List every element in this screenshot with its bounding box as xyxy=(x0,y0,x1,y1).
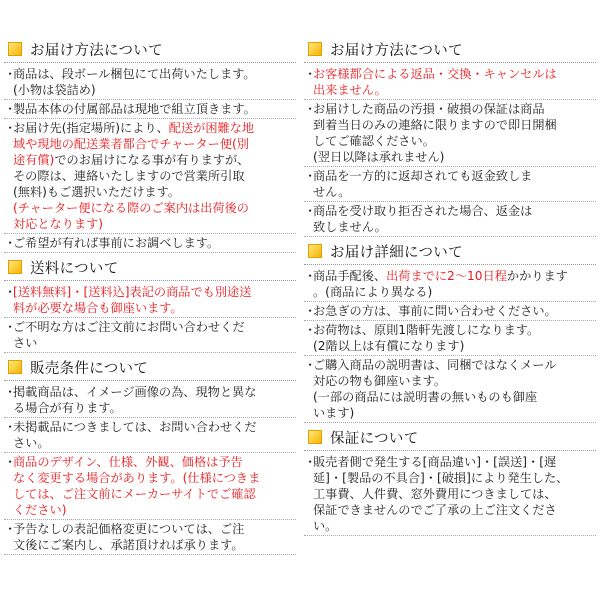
item-line xyxy=(13,235,296,251)
bullet-icon: ・ xyxy=(4,67,17,81)
item-line xyxy=(13,82,296,98)
body-text: 到着当日のみの連絡に限りますので即日開梱 xyxy=(313,118,557,132)
item-line xyxy=(313,133,596,149)
body-text: かかります xyxy=(506,269,568,283)
body-text: 未掲載品につきましては、お問い合わせくだ xyxy=(13,420,257,434)
item-line xyxy=(13,284,296,300)
section-delivery-details xyxy=(304,238,596,423)
bullet-icon: ・ xyxy=(304,102,317,116)
item-line xyxy=(13,300,296,316)
body-text: る場合が有ります。 xyxy=(13,401,122,415)
list-item xyxy=(4,120,296,234)
body-text: 致しません。 xyxy=(313,220,387,234)
body-text: (無料)もご選択いただけます。 xyxy=(13,185,180,199)
highlight-text: 対応となります) xyxy=(13,217,104,231)
section-title: お届け方法について xyxy=(330,42,463,59)
list-item xyxy=(4,66,296,100)
item-line xyxy=(313,284,596,300)
bullet-icon: ・ xyxy=(304,323,317,337)
list-item xyxy=(4,319,296,353)
list-item xyxy=(4,454,296,520)
body-text: い。 xyxy=(313,519,338,533)
orange-square-icon xyxy=(308,244,322,258)
body-text: 販売者側で発生する[商品違い]・[誤送]・[遅 xyxy=(313,455,557,469)
list-item xyxy=(4,521,296,555)
body-text: (一部の商品には説明書の無いものも御座 xyxy=(313,390,538,404)
body-text: お届けした商品の汚損・破損の保証は商品 xyxy=(313,102,545,116)
body-text: お届け先(指定場所)により、 xyxy=(13,121,169,135)
item-line xyxy=(13,419,296,435)
body-text: 文後にご案内し、承諾頂ければ承ります。 xyxy=(13,538,244,552)
item-line xyxy=(313,470,596,486)
item-line xyxy=(13,184,296,200)
body-text: 商品を受け取り拒否された場合、返金は xyxy=(313,204,533,218)
highlight-text: (チャーター便になる際のご案内は出荷後の xyxy=(13,201,249,215)
body-text: お急ぎの方は、事前に問い合わせください。 xyxy=(313,304,557,318)
list-item xyxy=(4,419,296,453)
orange-square-icon xyxy=(308,430,322,444)
list-item xyxy=(304,66,596,100)
item-line xyxy=(13,136,296,152)
item-line xyxy=(313,502,596,518)
body-text: ご不明な方はご注文前にお問い合わせくだ xyxy=(13,320,245,334)
bullet-icon: ・ xyxy=(304,304,317,318)
highlight-text: 域や現地の配送業者都合でチャーター便(別 xyxy=(13,137,249,151)
highlight-text: 配送が困難な地 xyxy=(168,121,255,135)
item-line xyxy=(13,486,296,502)
bullet-icon: ・ xyxy=(304,169,317,183)
orange-square-icon xyxy=(8,42,22,56)
section-shipping-fee xyxy=(4,254,296,353)
body-text: してご確認ください。 xyxy=(313,134,435,148)
bullet-icon: ・ xyxy=(304,358,317,372)
item-line xyxy=(13,120,296,136)
section-title: 送料について xyxy=(30,260,119,277)
item-line xyxy=(13,200,296,216)
bullet-icon: ・ xyxy=(4,102,17,116)
item-line xyxy=(313,373,596,389)
bullet-icon: ・ xyxy=(4,121,17,135)
item-line xyxy=(313,203,596,219)
item-line xyxy=(13,521,296,537)
list-item xyxy=(304,168,596,202)
item-line xyxy=(13,502,296,518)
body-text: でのお届けになる事が有りますが、 xyxy=(54,153,250,167)
list-item xyxy=(4,235,296,253)
highlight-text: お客様都合による返品・交換・キャンセルは xyxy=(313,67,557,81)
item-line xyxy=(313,82,596,98)
item-line xyxy=(313,168,596,184)
section-delivery-method xyxy=(4,36,296,253)
bullet-icon: ・ xyxy=(4,455,17,469)
item-line xyxy=(13,152,296,168)
list-item xyxy=(4,384,296,418)
item-line xyxy=(313,149,596,165)
item-line xyxy=(13,335,296,351)
item-line xyxy=(13,537,296,553)
bullet-icon: ・ xyxy=(4,420,17,434)
body-text: ご購入商品の説明書は、同梱ではなくメール xyxy=(313,358,557,372)
section-title: 保証について xyxy=(330,430,419,447)
body-text: 保証できませんのでご了承の上ご注文くださ xyxy=(313,503,557,517)
body-text: さい。 xyxy=(13,436,50,450)
highlight-text: しては、ご注文前にメーカーサイトでご確認 xyxy=(13,487,256,501)
item-line xyxy=(313,405,596,421)
body-text: (小物は袋詰め) xyxy=(13,83,96,97)
body-text: せん。 xyxy=(313,185,351,199)
bullet-icon: ・ xyxy=(4,385,17,399)
body-text: 工事費、人件費、窓外費用につきましては、 xyxy=(313,487,557,501)
orange-square-icon xyxy=(8,260,22,274)
item-line xyxy=(313,66,596,82)
highlight-text: 途有償) xyxy=(13,153,55,167)
item-line xyxy=(313,486,596,502)
highlight-text: 料が必要な場合も御座います。 xyxy=(13,301,183,315)
highlight-text: ください) xyxy=(13,503,67,517)
item-line xyxy=(313,518,596,534)
body-text: 商品を一方的に返却されても返金致しま xyxy=(313,169,533,183)
body-text: います) xyxy=(313,406,355,420)
section-header xyxy=(304,238,596,265)
item-line xyxy=(13,435,296,451)
right-column xyxy=(304,36,596,537)
item-line xyxy=(313,303,596,319)
list-item xyxy=(304,322,596,356)
body-text: お荷物は、原則1階軒先渡しになります。 xyxy=(313,323,540,337)
body-text: (翌日以降は承れません) xyxy=(313,150,445,164)
section-header xyxy=(4,254,296,281)
item-line xyxy=(13,216,296,232)
section-header xyxy=(4,36,296,63)
body-text: 。(商品により異なる) xyxy=(313,285,433,299)
list-item xyxy=(304,303,596,321)
body-text: その際は、連絡いたしますので営業所引取 xyxy=(13,169,245,183)
left-column xyxy=(4,36,296,556)
item-line xyxy=(313,101,596,117)
item-line xyxy=(313,117,596,133)
highlight-text: 出来ません。 xyxy=(313,83,387,97)
body-text: 商品は、段ボール梱包にて出荷いたします。 xyxy=(13,67,256,81)
highlight-text: なく変更する場合があります。 xyxy=(13,471,183,485)
body-text: 対応の物も御座います。 xyxy=(313,374,447,388)
bullet-icon: ・ xyxy=(304,455,317,469)
item-line xyxy=(13,454,296,470)
section-title: お届け方法について xyxy=(30,42,163,59)
item-line xyxy=(13,470,296,486)
section-delivery-method-2 xyxy=(304,36,596,237)
highlight-text: [送料無料]・[送料込]表記の商品でも別途送 xyxy=(13,285,252,299)
item-line xyxy=(313,357,596,373)
item-line xyxy=(313,338,596,354)
item-line xyxy=(313,184,596,200)
bullet-icon: ・ xyxy=(4,236,17,250)
highlight-text: 商品のデザイン、仕様、外観、価格は予告 xyxy=(13,455,243,469)
body-text: (2階以上は有償になります) xyxy=(313,339,465,353)
list-item xyxy=(304,357,596,423)
bullet-icon: ・ xyxy=(4,320,17,334)
item-line xyxy=(313,268,596,284)
section-header xyxy=(4,354,296,381)
highlight-text: 出荷までに2〜10日程 xyxy=(386,269,507,283)
body-text: 延]・[製品の不具合]・[破損]により発生した、 xyxy=(313,471,569,485)
list-item xyxy=(4,101,296,119)
item-line xyxy=(13,66,296,82)
section-sales-conditions xyxy=(4,354,296,555)
bullet-icon: ・ xyxy=(304,269,317,283)
body-text: 予告なしの表記価格変更については、ご注 xyxy=(13,522,245,536)
list-item xyxy=(304,203,596,237)
orange-square-icon xyxy=(8,360,22,374)
bullet-icon: ・ xyxy=(304,67,317,81)
item-line xyxy=(13,400,296,416)
list-item xyxy=(304,268,596,302)
list-item xyxy=(304,454,596,536)
section-header xyxy=(304,424,596,451)
body-text: 掲載商品は、イメージ画像の為、現物と異な xyxy=(13,385,257,399)
item-line xyxy=(13,101,296,117)
item-line xyxy=(313,219,596,235)
body-text: 製品本体の付属部品は現地で組立頂きます。 xyxy=(13,102,256,116)
item-line xyxy=(313,322,596,338)
item-line xyxy=(13,319,296,335)
orange-square-icon xyxy=(308,42,322,56)
bullet-icon: ・ xyxy=(4,522,17,536)
item-line xyxy=(313,454,596,470)
section-title: お届け詳細について xyxy=(330,244,463,261)
list-item xyxy=(4,284,296,318)
bullet-icon: ・ xyxy=(304,204,317,218)
list-item xyxy=(304,101,596,167)
section-title: 販売条件について xyxy=(30,360,149,377)
body-text: ご希望が有れば事前にお調べします。 xyxy=(13,236,220,250)
item-line xyxy=(313,389,596,405)
highlight-text: (仕様につきま xyxy=(182,471,261,485)
body-text: さい xyxy=(13,336,38,350)
item-line xyxy=(13,168,296,184)
item-line xyxy=(13,384,296,400)
bullet-icon: ・ xyxy=(4,285,17,299)
body-text: 商品手配後、 xyxy=(313,269,387,283)
section-header xyxy=(304,36,596,63)
section-warranty xyxy=(304,424,596,536)
